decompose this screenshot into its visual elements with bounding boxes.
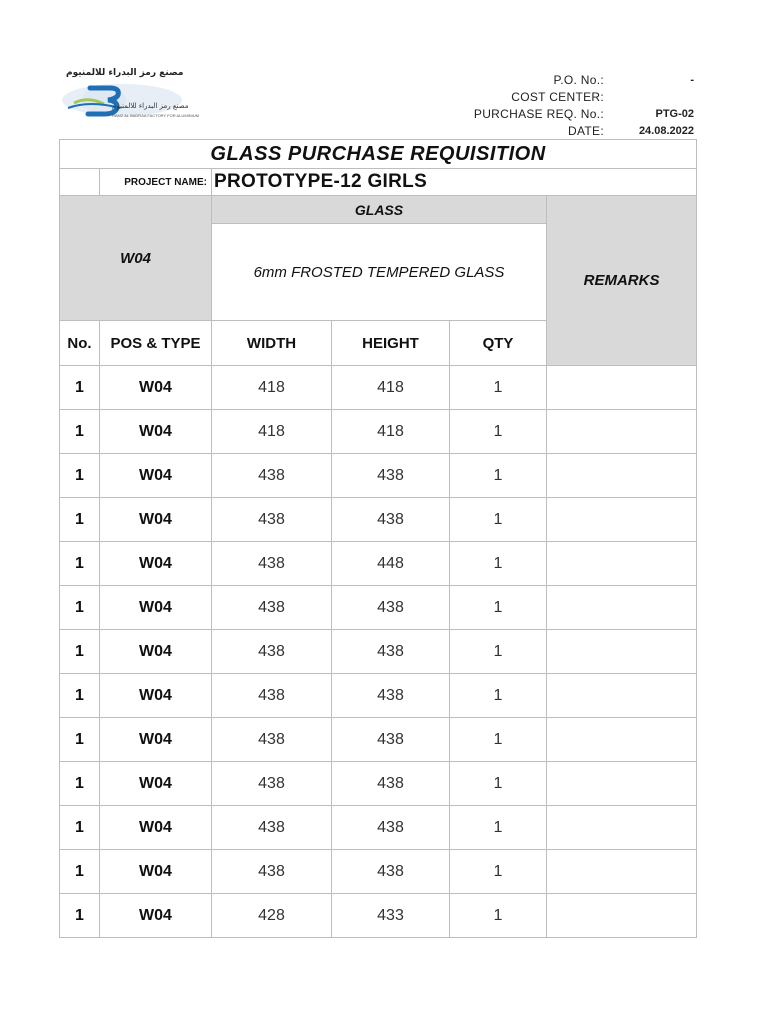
row-qty: 1 — [450, 586, 547, 630]
row-no: 1 — [60, 894, 100, 938]
row-height: 438 — [332, 762, 450, 806]
row-no: 1 — [60, 674, 100, 718]
meta-date-label: DATE: — [568, 124, 604, 138]
row-no: 1 — [60, 586, 100, 630]
meta-po-label: P.O. No.: — [553, 73, 604, 87]
row-no: 1 — [60, 718, 100, 762]
row-height: 418 — [332, 410, 450, 454]
row-width: 438 — [212, 762, 332, 806]
row-qty: 1 — [450, 806, 547, 850]
row-no: 1 — [60, 366, 100, 410]
row-remarks — [547, 454, 697, 498]
row-pos-type: W04 — [100, 850, 212, 894]
row-qty: 1 — [450, 850, 547, 894]
meta-po-value: - — [690, 74, 694, 86]
row-pos-type: W04 — [100, 498, 212, 542]
row-qty: 1 — [450, 542, 547, 586]
requisition-table — [59, 139, 697, 938]
meta-purchase-req-label: PURCHASE REQ. No.: — [473, 107, 604, 121]
table-row — [60, 366, 697, 410]
row-pos-type: W04 — [100, 454, 212, 498]
row-no: 1 — [60, 410, 100, 454]
row-width: 438 — [212, 806, 332, 850]
table-row — [60, 586, 697, 630]
col-header-pos-type: POS & TYPE — [100, 321, 212, 366]
col-header-width: WIDTH — [212, 321, 332, 366]
row-remarks — [547, 762, 697, 806]
row-pos-type: W04 — [100, 762, 212, 806]
row-height: 448 — [332, 542, 450, 586]
row-height: 438 — [332, 850, 450, 894]
meta-date — [434, 123, 694, 140]
row-remarks — [547, 674, 697, 718]
meta-purchase-req — [434, 106, 694, 123]
row-no: 1 — [60, 762, 100, 806]
row-width: 438 — [212, 718, 332, 762]
table-row — [60, 542, 697, 586]
row-width: 438 — [212, 850, 332, 894]
table-row — [60, 806, 697, 850]
type-code-header: W04 — [60, 196, 212, 321]
meta-cost-center-label: COST CENTER: — [511, 90, 604, 104]
row-pos-type: W04 — [100, 586, 212, 630]
row-no: 1 — [60, 542, 100, 586]
table-row — [60, 674, 697, 718]
row-pos-type: W04 — [100, 718, 212, 762]
row-width: 428 — [212, 894, 332, 938]
row-qty: 1 — [450, 894, 547, 938]
meta-po — [434, 72, 694, 89]
table-row — [60, 630, 697, 674]
row-pos-type: W04 — [100, 366, 212, 410]
row-qty: 1 — [450, 674, 547, 718]
row-remarks — [547, 498, 697, 542]
table-row — [60, 894, 697, 938]
row-pos-type: W04 — [100, 894, 212, 938]
row-height: 418 — [332, 366, 450, 410]
row-width: 438 — [212, 498, 332, 542]
row-height: 433 — [332, 894, 450, 938]
row-qty: 1 — [450, 366, 547, 410]
row-remarks — [547, 542, 697, 586]
row-width: 438 — [212, 586, 332, 630]
row-remarks — [547, 718, 697, 762]
row-qty: 1 — [450, 630, 547, 674]
row-remarks — [547, 366, 697, 410]
table-row — [60, 410, 697, 454]
row-height: 438 — [332, 498, 450, 542]
table-row — [60, 498, 697, 542]
table-row — [60, 454, 697, 498]
glass-description: 6mm FROSTED TEMPERED GLASS — [212, 224, 547, 321]
row-width: 438 — [212, 630, 332, 674]
remarks-header: REMARKS — [547, 196, 697, 366]
row-width: 438 — [212, 674, 332, 718]
row-pos-type: W04 — [100, 674, 212, 718]
glass-header: GLASS — [212, 196, 547, 224]
row-pos-type: W04 — [100, 630, 212, 674]
logo-english-text: RAMZ AL BADRAA FACTORY FOR ALUMINIUM — [112, 113, 199, 118]
document-meta — [434, 72, 694, 140]
row-height: 438 — [332, 454, 450, 498]
row-width: 438 — [212, 454, 332, 498]
row-height: 438 — [332, 586, 450, 630]
row-height: 438 — [332, 806, 450, 850]
row-remarks — [547, 630, 697, 674]
row-width: 418 — [212, 410, 332, 454]
row-remarks — [547, 894, 697, 938]
row-qty: 1 — [450, 718, 547, 762]
row-qty: 1 — [450, 762, 547, 806]
table-row — [60, 762, 697, 806]
company-logo — [58, 66, 199, 122]
row-remarks — [547, 586, 697, 630]
meta-purchase-req-value: PTG-02 — [655, 108, 694, 120]
meta-date-value: 24.08.2022 — [638, 125, 694, 137]
row-height: 438 — [332, 674, 450, 718]
document-title: GLASS PURCHASE REQUISITION — [60, 140, 697, 169]
logo-arabic-top: مصنع رمز البدراء للالمنيوم — [66, 68, 184, 78]
row-pos-type: W04 — [100, 806, 212, 850]
project-name-value: PROTOTYPE-12 GIRLS — [212, 169, 697, 196]
logo-arabic-bottom: مصنع رمز البدراء للالمنيوم — [112, 102, 189, 110]
col-header-height: HEIGHT — [332, 321, 450, 366]
row-qty: 1 — [450, 454, 547, 498]
row-pos-type: W04 — [100, 542, 212, 586]
row-height: 438 — [332, 718, 450, 762]
row-pos-type: W04 — [100, 410, 212, 454]
row-width: 418 — [212, 366, 332, 410]
row-no: 1 — [60, 498, 100, 542]
blank-cell — [60, 169, 100, 196]
row-width: 438 — [212, 542, 332, 586]
row-no: 1 — [60, 850, 100, 894]
project-name-label: PROJECT NAME: — [100, 169, 212, 196]
row-no: 1 — [60, 806, 100, 850]
row-remarks — [547, 806, 697, 850]
logo-mark-icon — [60, 78, 184, 118]
col-header-no: No. — [60, 321, 100, 366]
row-qty: 1 — [450, 410, 547, 454]
row-no: 1 — [60, 454, 100, 498]
col-header-qty: QTY — [450, 321, 547, 366]
row-remarks — [547, 850, 697, 894]
meta-cost-center-value — [610, 89, 694, 106]
row-remarks — [547, 410, 697, 454]
table-row — [60, 850, 697, 894]
table-row — [60, 718, 697, 762]
row-height: 438 — [332, 630, 450, 674]
meta-cost-center — [434, 89, 694, 106]
row-no: 1 — [60, 630, 100, 674]
row-qty: 1 — [450, 498, 547, 542]
